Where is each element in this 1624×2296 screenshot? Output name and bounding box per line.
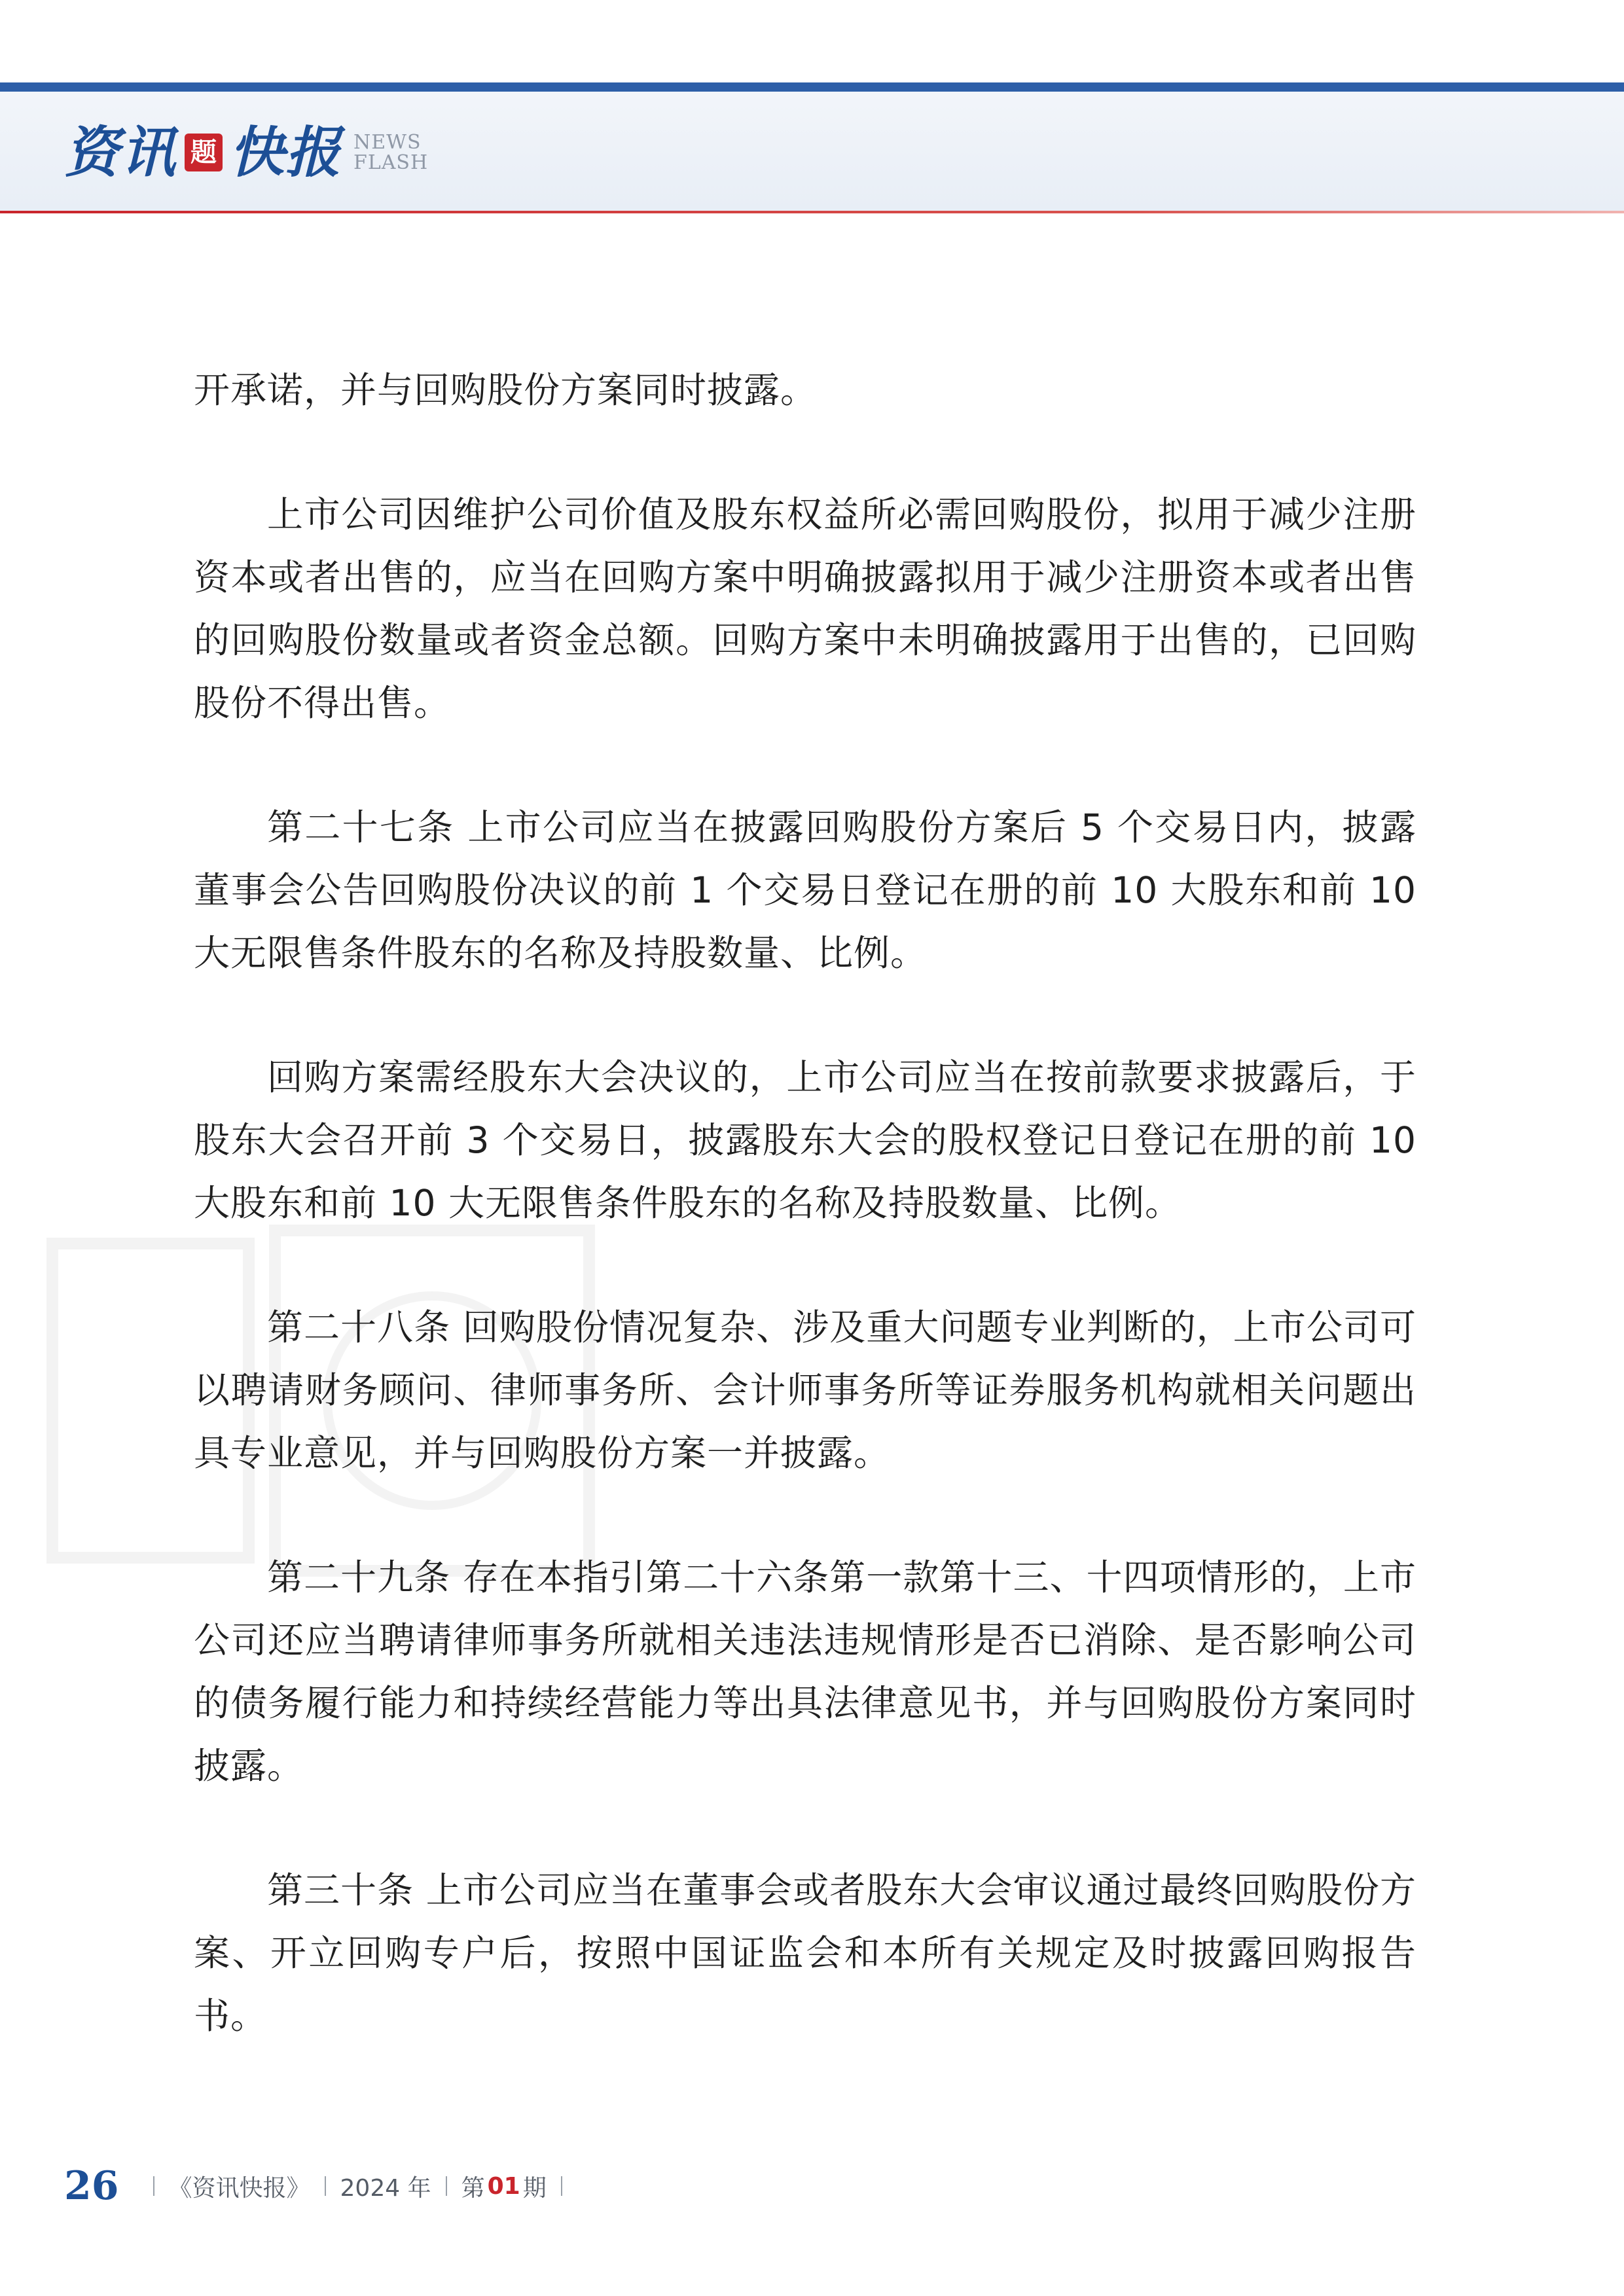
header-divider [0, 211, 1624, 213]
logo-title-part1: 资讯 [64, 120, 177, 185]
paragraph-4: 回购方案需经股东大会决议的，上市公司应当在按前款要求披露后，于股东大会召开前 3 个交易日，披露股东大会的股权登记日登记在册的前 10 大股东和前 10 大无限售条件股东的名称及持股数量、比例。 [194, 1056, 1416, 1224]
footer-issue-number: 01 [487, 2172, 520, 2200]
footer-separator [446, 2176, 447, 2196]
logo-en-line2: FLASH [353, 151, 429, 174]
footer-publication: 《资讯快报》 [168, 2174, 310, 2202]
paragraph-7: 第三十条 上市公司应当在董事会或者股东大会审议通过最终回购股份方案、开立回购专户后，按照中国证监会和本所有关规定及时披露回购报告书。 [194, 1869, 1416, 2037]
page-footer [64, 2160, 577, 2212]
footer-separator [325, 2176, 326, 2196]
footer-year: 2024 年 [340, 2174, 431, 2202]
paragraph-1: 开承诺，并与回购股份方案同时披露。 [194, 369, 818, 411]
paragraph-6: 第二十九条 存在本指引第二十六条第一款第十三、十四项情形的，上市公司还应当聘请律师事务所就相关违法违规情形是否已消除、是否影响公司的债务履行能力和持续经营能力等出具法律意见书，并与回购股份方案同时披露。 [194, 1556, 1416, 1787]
masthead-logo [64, 117, 428, 188]
footer-issue-suffix: 期 [522, 2174, 547, 2202]
page-number: 26 [64, 2163, 119, 2209]
logo-seal-char: 题 [190, 137, 217, 168]
logo-seal-icon [185, 134, 223, 171]
paragraph-3: 第二十七条 上市公司应当在披露回购股份方案后 5 个交易日内，披露董事会公告回购股份决议的前 1 个交易日登记在册的前 10 大股东和前 10 大无限售条件股东的名称及持股数量、比例。 [194, 806, 1416, 974]
footer-separator [561, 2176, 562, 2196]
logo-en-line1: NEWS [353, 130, 422, 154]
header-top-bar [0, 82, 1624, 92]
logo-english [353, 132, 428, 173]
footer-separator [153, 2176, 154, 2196]
footer-issue-prefix: 第 [461, 2174, 485, 2202]
logo-title-part2: 快报 [229, 120, 342, 185]
paragraph-5: 第二十八条 回购股份情况复杂、涉及重大问题专业判断的，上市公司可以聘请财务顾问、律师事务所、会计师事务所等证券服务机构就相关问题出具专业意见，并与回购股份方案一并披露。 [194, 1306, 1416, 1474]
paragraph-2: 上市公司因维护公司价值及股东权益所必需回购股份，拟用于减少注册资本或者出售的，应当在回购方案中明确披露拟用于减少注册资本或者出售的回购股份数量或者资金总额。回购方案中未明确披露用于出售的，已回购股份不得出售。 [194, 493, 1416, 724]
article-body [194, 359, 1416, 2109]
